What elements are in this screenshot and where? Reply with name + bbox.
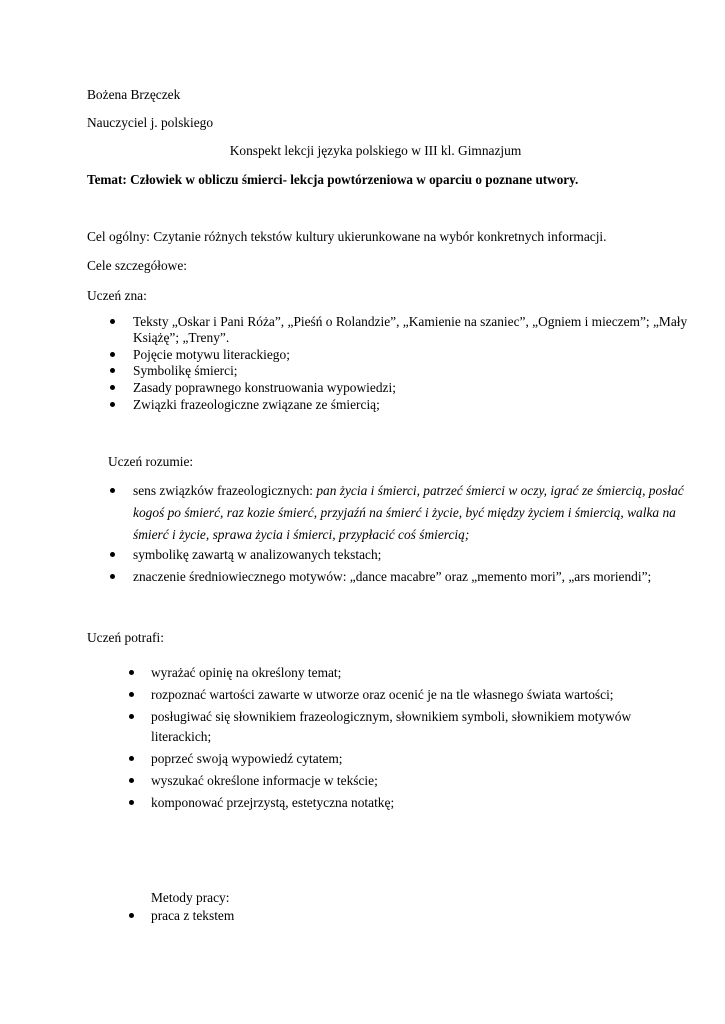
bullet-icon <box>129 756 134 761</box>
lesson-topic: Temat: Człowiek w obliczu śmierci- lekcja powtórzeniowa w oparciu o poznane utwory. <box>87 172 579 187</box>
bullet-icon <box>110 319 115 324</box>
bullet-icon <box>129 670 134 675</box>
list-item-text: wyszukać określone informacje w tekście; <box>151 773 378 788</box>
bullet-icon <box>110 352 115 357</box>
knows-heading: Uczeń zna: <box>87 288 147 303</box>
list-item-text: Symbolikę śmierci; <box>133 363 238 378</box>
list-item-text: Związki frazeologiczne związane ze śmiercią; <box>133 397 380 412</box>
bullet-icon <box>129 800 134 805</box>
list-item-text: komponować przejrzystą, estetyczna notatkę; <box>151 795 395 810</box>
list-item-text: znaczenie średniowiecznego motywów: „dance macabre” oraz „memento mori”, „ars moriendi”; <box>133 569 652 584</box>
bullet-icon <box>110 402 115 407</box>
list-item-text <box>133 482 684 499</box>
bullet-icon <box>110 552 115 557</box>
list-item-continuation: literackich; <box>151 729 212 744</box>
bullet-icon <box>110 574 115 579</box>
bullet-icon <box>110 368 115 373</box>
document-subtitle: Konspekt lekcji języka polskiego w III kl. Gimnazjum <box>229 143 522 158</box>
phrase-label: sens związków frazeologicznych: <box>133 483 317 498</box>
list-item-text: Pojęcie motywu literackiego; <box>133 347 290 362</box>
bullet-icon <box>129 692 134 697</box>
phrase-examples: pan życia i śmierci, patrzeć śmierci w oczy, igrać ze śmiercią, posłać <box>316 483 684 498</box>
list-item-continuation: Książę”; „Treny”. <box>133 330 230 345</box>
phrase-examples: kogoś po śmierć, raz kozie śmierć, przyjaźń na śmierć i życie, być między życiem i śmiercią, walka na <box>133 505 676 520</box>
list-item-text: posługiwać się słownikiem frazeologicznym, słownikiem symboli, słownikiem motywów <box>151 709 632 724</box>
author-role: Nauczyciel j. polskiego <box>87 115 214 130</box>
list-item-text: rozpoznać wartości zawarte w utworze oraz ocenić je na tle własnego świata wartości; <box>151 687 614 702</box>
general-goal: Cel ogólny: Czytanie różnych tekstów kultury ukierunkowane na wybór konkretnych informacji. <box>87 229 607 244</box>
bullet-icon <box>129 778 134 783</box>
bullet-icon <box>110 488 115 493</box>
specific-goals-heading: Cele szczegółowe: <box>87 258 188 273</box>
bullet-icon <box>129 714 134 719</box>
list-item-text: wyrażać opinię na określony temat; <box>151 665 342 680</box>
phrase-examples: śmierć i życie, sprawa życia i śmierci, przypłacić coś śmiercią; <box>133 527 470 542</box>
list-item-text: symbolikę zawartą w analizowanych tekstach; <box>133 547 382 562</box>
list-item-text: praca z tekstem <box>151 908 235 923</box>
list-item-text: Zasady poprawnego konstruowania wypowiedzi; <box>133 380 396 395</box>
list-item-text: Teksty „Oskar i Pani Róża”, „Pieśń o Rolandzie”, „Kamienie na szaniec”, „Ogniem i mieczem”; „Mały <box>133 314 688 329</box>
list-item-text: poprzeć swoją wypowiedź cytatem; <box>151 751 343 766</box>
bullet-icon <box>110 385 115 390</box>
understands-heading: Uczeń rozumie: <box>108 454 194 469</box>
methods-heading: Metody pracy: <box>151 890 230 905</box>
author-name: Bożena Brzęczek <box>87 87 181 102</box>
can-heading: Uczeń potrafi: <box>87 630 164 645</box>
bullet-icon <box>129 913 134 918</box>
